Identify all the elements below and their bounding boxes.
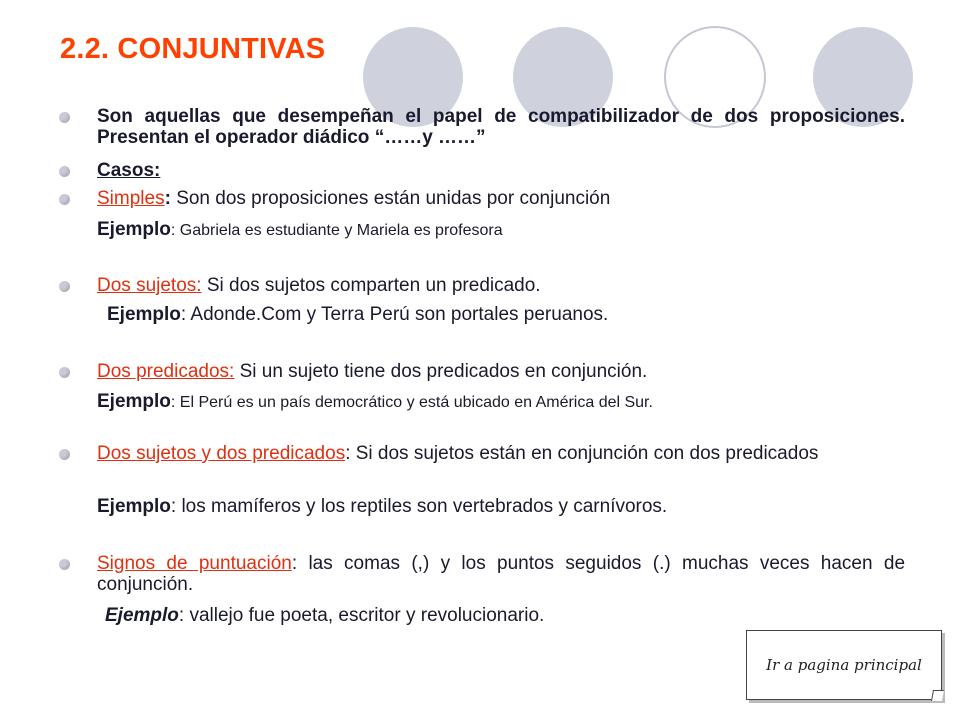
- example-dos-predicados: [97, 391, 905, 413]
- case-text: Si un sujeto tiene dos predicados en conjunción.: [239, 361, 648, 382]
- bullet-icon: [59, 367, 70, 378]
- case-text: Si dos sujetos están en conjunción con dos predicados: [355, 443, 819, 464]
- case-simples: Simples: Son dos proposiciones están unidas por conjunción: [97, 188, 905, 209]
- example-text: : El Perú es un país democrático y está ubicado en América del Sur.: [170, 394, 653, 411]
- case-label: Dos sujetos:: [97, 275, 202, 296]
- case-sujetos-predicados: Dos sujetos y dos predicados: Si dos sujetos están en conjunción con dos predicados: [97, 443, 905, 464]
- case-text: Son dos proposiciones están unidas por conjunción: [176, 188, 611, 209]
- example-simples: [97, 219, 905, 241]
- bullet-icon: [59, 166, 70, 177]
- example-signos: [105, 605, 913, 626]
- example-text: : Adonde.Com y Terra Perú son portales peruanos.: [180, 304, 609, 325]
- bullet-icon: [59, 449, 70, 460]
- example-text: : los mamíferos y los reptiles son vertebrados y carnívoros.: [170, 496, 668, 517]
- intro-paragraph: Son aquellas que desempeñan el papel de compatibilizador de dos proposiciones. Presentan el operador diádico “……y ……”: [97, 106, 905, 148]
- case-text: Si dos sujetos comparten un predicado.: [206, 275, 541, 296]
- bullet-icon: [59, 194, 70, 205]
- case-signos-puntuacion: Signos de puntuación: las comas (,) y los puntos seguidos (.) muchas veces hacen de conjunción.: [97, 553, 905, 595]
- page-title: 2.2. CONJUNTIVAS: [60, 33, 326, 65]
- casos-heading: Casos:: [97, 160, 905, 181]
- case-text: las comas (,) y los puntos seguidos (.) muchas veces hacen de conjunción.: [97, 553, 906, 595]
- example-dos-sujetos: [107, 304, 915, 325]
- example-text: : Gabriela es estudiante y Mariela es profesora: [170, 222, 503, 239]
- case-label: Dos sujetos y dos predicados: [97, 443, 346, 464]
- bullet-icon: [59, 281, 70, 292]
- case-label: Signos de puntuación: [97, 553, 292, 574]
- home-page-link[interactable]: [746, 630, 942, 700]
- example-sujetos-predicados: [97, 496, 905, 517]
- bullet-icon: [59, 559, 70, 570]
- example-label: Ejemplo: [97, 391, 171, 412]
- case-dos-sujetos: [97, 275, 905, 296]
- example-text: : vallejo fue poeta, escritor y revolucionario.: [178, 605, 545, 626]
- case-dos-predicados: [97, 361, 905, 382]
- example-label: Ejemplo: [97, 496, 171, 517]
- example-label: Ejemplo: [97, 219, 171, 240]
- home-link-label: Ir a pagina principal: [766, 656, 922, 674]
- case-label: Simples: [97, 188, 165, 209]
- example-label: Ejemplo: [105, 605, 179, 626]
- bullet-icon: [59, 112, 70, 123]
- example-label: Ejemplo: [107, 304, 181, 325]
- case-label: Dos predicados:: [97, 361, 235, 382]
